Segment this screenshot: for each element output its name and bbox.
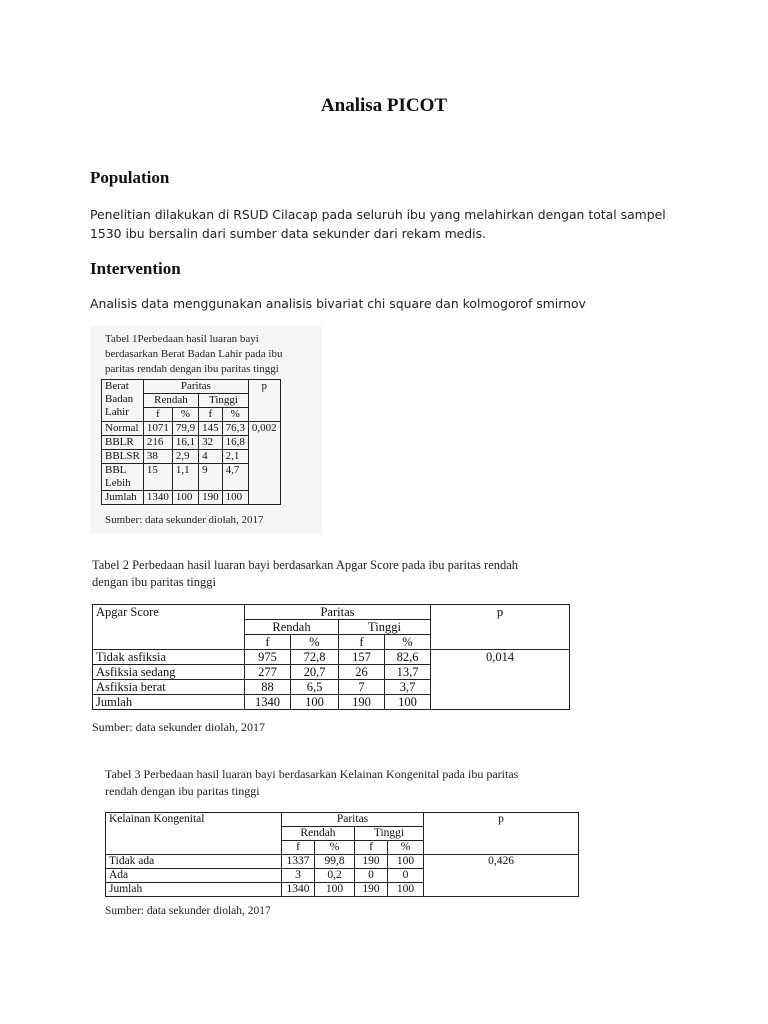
table1-col-header: f: [143, 408, 172, 422]
table1-caption-line: paritas rendah dengan ibu paritas tinggi: [105, 363, 279, 375]
table2-p-header: p: [431, 605, 570, 650]
cell: 190: [199, 491, 223, 505]
row-label-line: BBL: [105, 464, 127, 476]
table-row: [102, 422, 281, 436]
table1-caption-line: berdasarkan Berat Badan Lahir pada ibu: [105, 348, 283, 360]
population-heading: Population: [90, 168, 170, 187]
header-line: Lahir: [105, 406, 129, 418]
table1-p-value: 0,002: [248, 422, 280, 505]
table3-col-header: %: [388, 841, 424, 855]
table3-rowlabel-header: Kelainan Kongenital: [106, 813, 282, 855]
cell: 7: [339, 680, 385, 695]
cell: 190: [355, 855, 388, 869]
table-row: [93, 650, 570, 665]
cell: 32: [199, 436, 223, 450]
table3-p-value: 0,426: [424, 855, 579, 897]
table3-sub-header: Rendah: [282, 827, 355, 841]
cell: 190: [339, 695, 385, 710]
table1-sub-header: Rendah: [143, 394, 198, 408]
table2-sub-header: Tinggi: [339, 620, 431, 635]
table2-col-header: f: [245, 635, 291, 650]
cell: 79,9: [172, 422, 198, 436]
cell: 2,1: [222, 450, 248, 464]
cell: 1340: [282, 883, 315, 897]
table3-col-header: f: [282, 841, 315, 855]
cell: 1337: [282, 855, 315, 869]
cell: 277: [245, 665, 291, 680]
cell: 1340: [245, 695, 291, 710]
header-line: Berat: [105, 380, 129, 392]
cell: 100: [291, 695, 339, 710]
table1-col-header: %: [222, 408, 248, 422]
intervention-heading: Intervention: [90, 259, 181, 278]
cell: 157: [339, 650, 385, 665]
table2-col-header: f: [339, 635, 385, 650]
row-label: Ada: [106, 869, 282, 883]
table1-caption-line: Tabel 1Perbedaan hasil luaran bayi: [105, 333, 259, 345]
table1-col-header: f: [199, 408, 223, 422]
table-row: [106, 855, 579, 869]
table1-p-header: p: [248, 380, 280, 422]
cell: 145: [199, 422, 223, 436]
row-label: Asfiksia sedang: [93, 665, 245, 680]
row-label: Tidak ada: [106, 855, 282, 869]
table2: [92, 604, 570, 710]
table1-caption: [105, 332, 282, 377]
cell: 4: [199, 450, 223, 464]
cell: 16,8: [222, 436, 248, 450]
cell: 2,9: [172, 450, 198, 464]
cell: 216: [143, 436, 172, 450]
row-label: Jumlah: [93, 695, 245, 710]
cell: 0,2: [315, 869, 355, 883]
table1: [101, 379, 281, 505]
table2-source: Sumber: data sekunder diolah, 2017: [92, 720, 265, 734]
table2-rowlabel-header: Apgar Score: [93, 605, 245, 650]
table2-caption: [92, 557, 518, 591]
cell: 1340: [143, 491, 172, 505]
intervention-text: Analisis data menggunakan analisis bivariat chi square dan kolmogorof smirnov: [90, 296, 586, 311]
table1-col-header: %: [172, 408, 198, 422]
table2-caption-line: dengan ibu paritas tinggi: [92, 575, 216, 589]
table3: [105, 812, 579, 897]
cell: 3,7: [385, 680, 431, 695]
row-label: Jumlah: [102, 491, 144, 505]
table3-p-header: p: [424, 813, 579, 855]
row-label: [102, 464, 144, 491]
table2-col-header: %: [291, 635, 339, 650]
cell: 20,7: [291, 665, 339, 680]
table3-group-header: Paritas: [282, 813, 424, 827]
cell: 975: [245, 650, 291, 665]
cell: 88: [245, 680, 291, 695]
table1-source: Sumber: data sekunder diolah, 2017: [105, 514, 264, 526]
cell: 100: [315, 883, 355, 897]
cell: 100: [388, 883, 424, 897]
table3-col-header: %: [315, 841, 355, 855]
table2-group-header: Paritas: [245, 605, 431, 620]
table2-p-value: 0,014: [431, 650, 570, 710]
population-text: Penelitian dilakukan di RSUD Cilacap pada seluruh ibu yang melahirkan dengan total sampel 1530 ibu bersalin dari sumber data sekunder dari rekam medis.: [90, 207, 666, 241]
cell: 99,8: [315, 855, 355, 869]
row-label-line: Lebih: [105, 477, 131, 489]
table3-source: Sumber: data sekunder diolah, 2017: [105, 905, 271, 917]
cell: 100: [388, 855, 424, 869]
cell: 1,1: [172, 464, 198, 491]
row-label: Tidak asfiksia: [93, 650, 245, 665]
cell: 82,6: [385, 650, 431, 665]
row-label: BBLSR: [102, 450, 144, 464]
header-line: Badan: [105, 393, 134, 405]
cell: 6,5: [291, 680, 339, 695]
cell: 3: [282, 869, 315, 883]
table1-rowlabel-header: [102, 380, 144, 422]
table2-sub-header: Rendah: [245, 620, 339, 635]
table1-group-header: Paritas: [143, 380, 248, 394]
cell: 13,7: [385, 665, 431, 680]
table1-sub-header: Tinggi: [199, 394, 249, 408]
page-title: Analisa PICOT: [320, 95, 448, 116]
row-label: Jumlah: [106, 883, 282, 897]
cell: 190: [355, 883, 388, 897]
cell: 9: [199, 464, 223, 491]
table3-caption-line: rendah dengan ibu paritas tinggi: [105, 784, 260, 798]
table3-sub-header: Tinggi: [355, 827, 424, 841]
row-label: BBLR: [102, 436, 144, 450]
cell: 100: [172, 491, 198, 505]
table2-col-header: %: [385, 635, 431, 650]
cell: 4,7: [222, 464, 248, 491]
cell: 100: [385, 695, 431, 710]
table3-caption-line: Tabel 3 Perbedaan hasil luaran bayi berdasarkan Kelainan Kongenital pada ibu paritas: [105, 767, 519, 781]
cell: 76,3: [222, 422, 248, 436]
table3-caption: [105, 766, 518, 800]
cell: 72,8: [291, 650, 339, 665]
cell: 16,1: [172, 436, 198, 450]
cell: 1071: [143, 422, 172, 436]
cell: 0: [355, 869, 388, 883]
table2-caption-line: Tabel 2 Perbedaan hasil luaran bayi berdasarkan Apgar Score pada ibu paritas rendah: [92, 558, 519, 572]
table3-col-header: f: [355, 841, 388, 855]
cell: 38: [143, 450, 172, 464]
cell: 0: [388, 869, 424, 883]
cell: 15: [143, 464, 172, 491]
row-label: Asfiksia berat: [93, 680, 245, 695]
cell: 100: [222, 491, 248, 505]
table1-figure: [90, 326, 322, 534]
cell: 26: [339, 665, 385, 680]
row-label: Normal: [102, 422, 144, 436]
